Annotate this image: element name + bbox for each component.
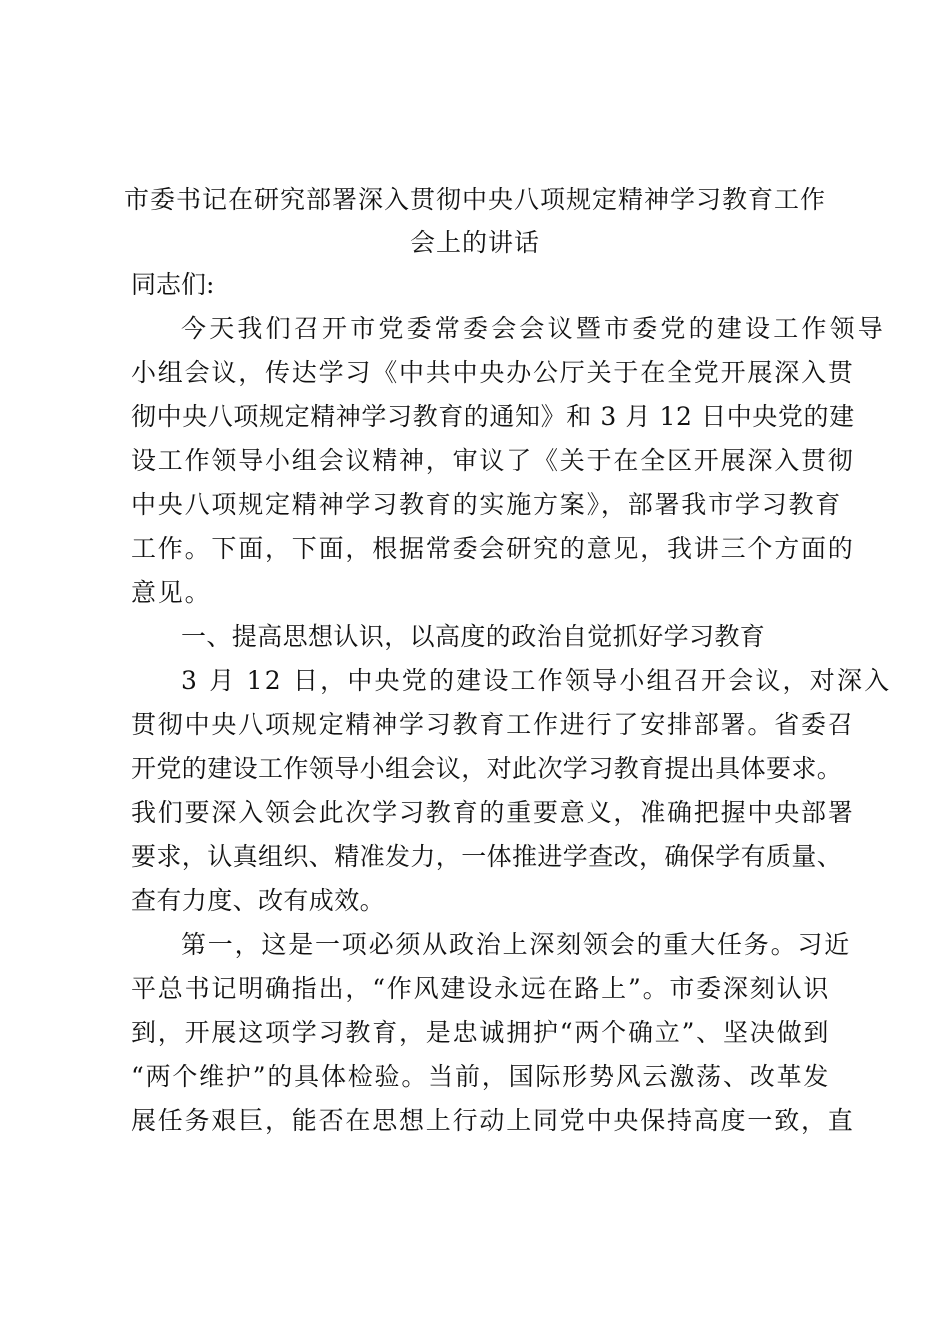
paragraph-line: 查有力度、改有成效。: [131, 886, 386, 915]
paragraph-line: 贯彻中央八项规定精神学习教育工作进行了安排部署。省委召: [131, 710, 855, 739]
paragraph-line: 设工作领导小组会议精神，审议了《关于在全区开展深入贯彻: [131, 446, 855, 475]
paragraph-line: 开党的建设工作领导小组会议，对此次学习教育提出具体要求。: [131, 754, 843, 783]
paragraph-line: 3 月 12 日，中央党的建设工作领导小组召开会议，对深入: [181, 666, 892, 695]
document-title-line-2: 会上的讲话: [409, 228, 540, 257]
paragraph-line: 要求，认真组织、精准发力，一体推进学查改，确保学有质量、: [131, 842, 843, 871]
paragraph-line: 意见。: [131, 578, 212, 607]
paragraph-line: 彻中央八项规定精神学习教育的通知》和 3 月 12 日中央党的建: [131, 402, 855, 431]
paragraph-line: 工作。下面，下面，根据常委会研究的意见，我讲三个方面的: [131, 534, 855, 563]
paragraph-line: 中央八项规定精神学习教育的实施方案》，部署我市学习教育: [131, 490, 843, 519]
paragraph-line: 第一，这是一项必须从政治上深刻领会的重大任务。习近: [181, 930, 852, 959]
paragraph-line: 平总书记明确指出，“作风建设永远在路上”。市委深刻认识: [131, 974, 831, 1003]
paragraph-line: 小组会议，传达学习《中共中央办公厅关于在全党开展深入贯: [131, 358, 855, 387]
section-heading: 一、提高思想认识，以高度的政治自觉抓好学习教育: [181, 622, 766, 651]
paragraph-line: 今天我们召开市党委常委会会议暨市委党的建设工作领导: [181, 314, 887, 343]
salutation: 同志们:: [131, 270, 215, 299]
paragraph-line: 我们要深入领会此次学习教育的重要意义，准确把握中央部署: [131, 798, 855, 827]
paragraph-line: “两个维护”的具体检验。当前，国际形势风云激荡、改革发: [131, 1062, 831, 1091]
document-title-line-1: 市委书记在研究部署深入贯彻中央八项规定精神学习教育工作: [123, 185, 826, 214]
paragraph-line: 展任务艰巨，能否在思想上行动上同党中央保持高度一致，直: [131, 1106, 855, 1135]
paragraph-line: 到，开展这项学习教育，是忠诚拥护“两个确立”、坚决做到: [131, 1018, 831, 1047]
